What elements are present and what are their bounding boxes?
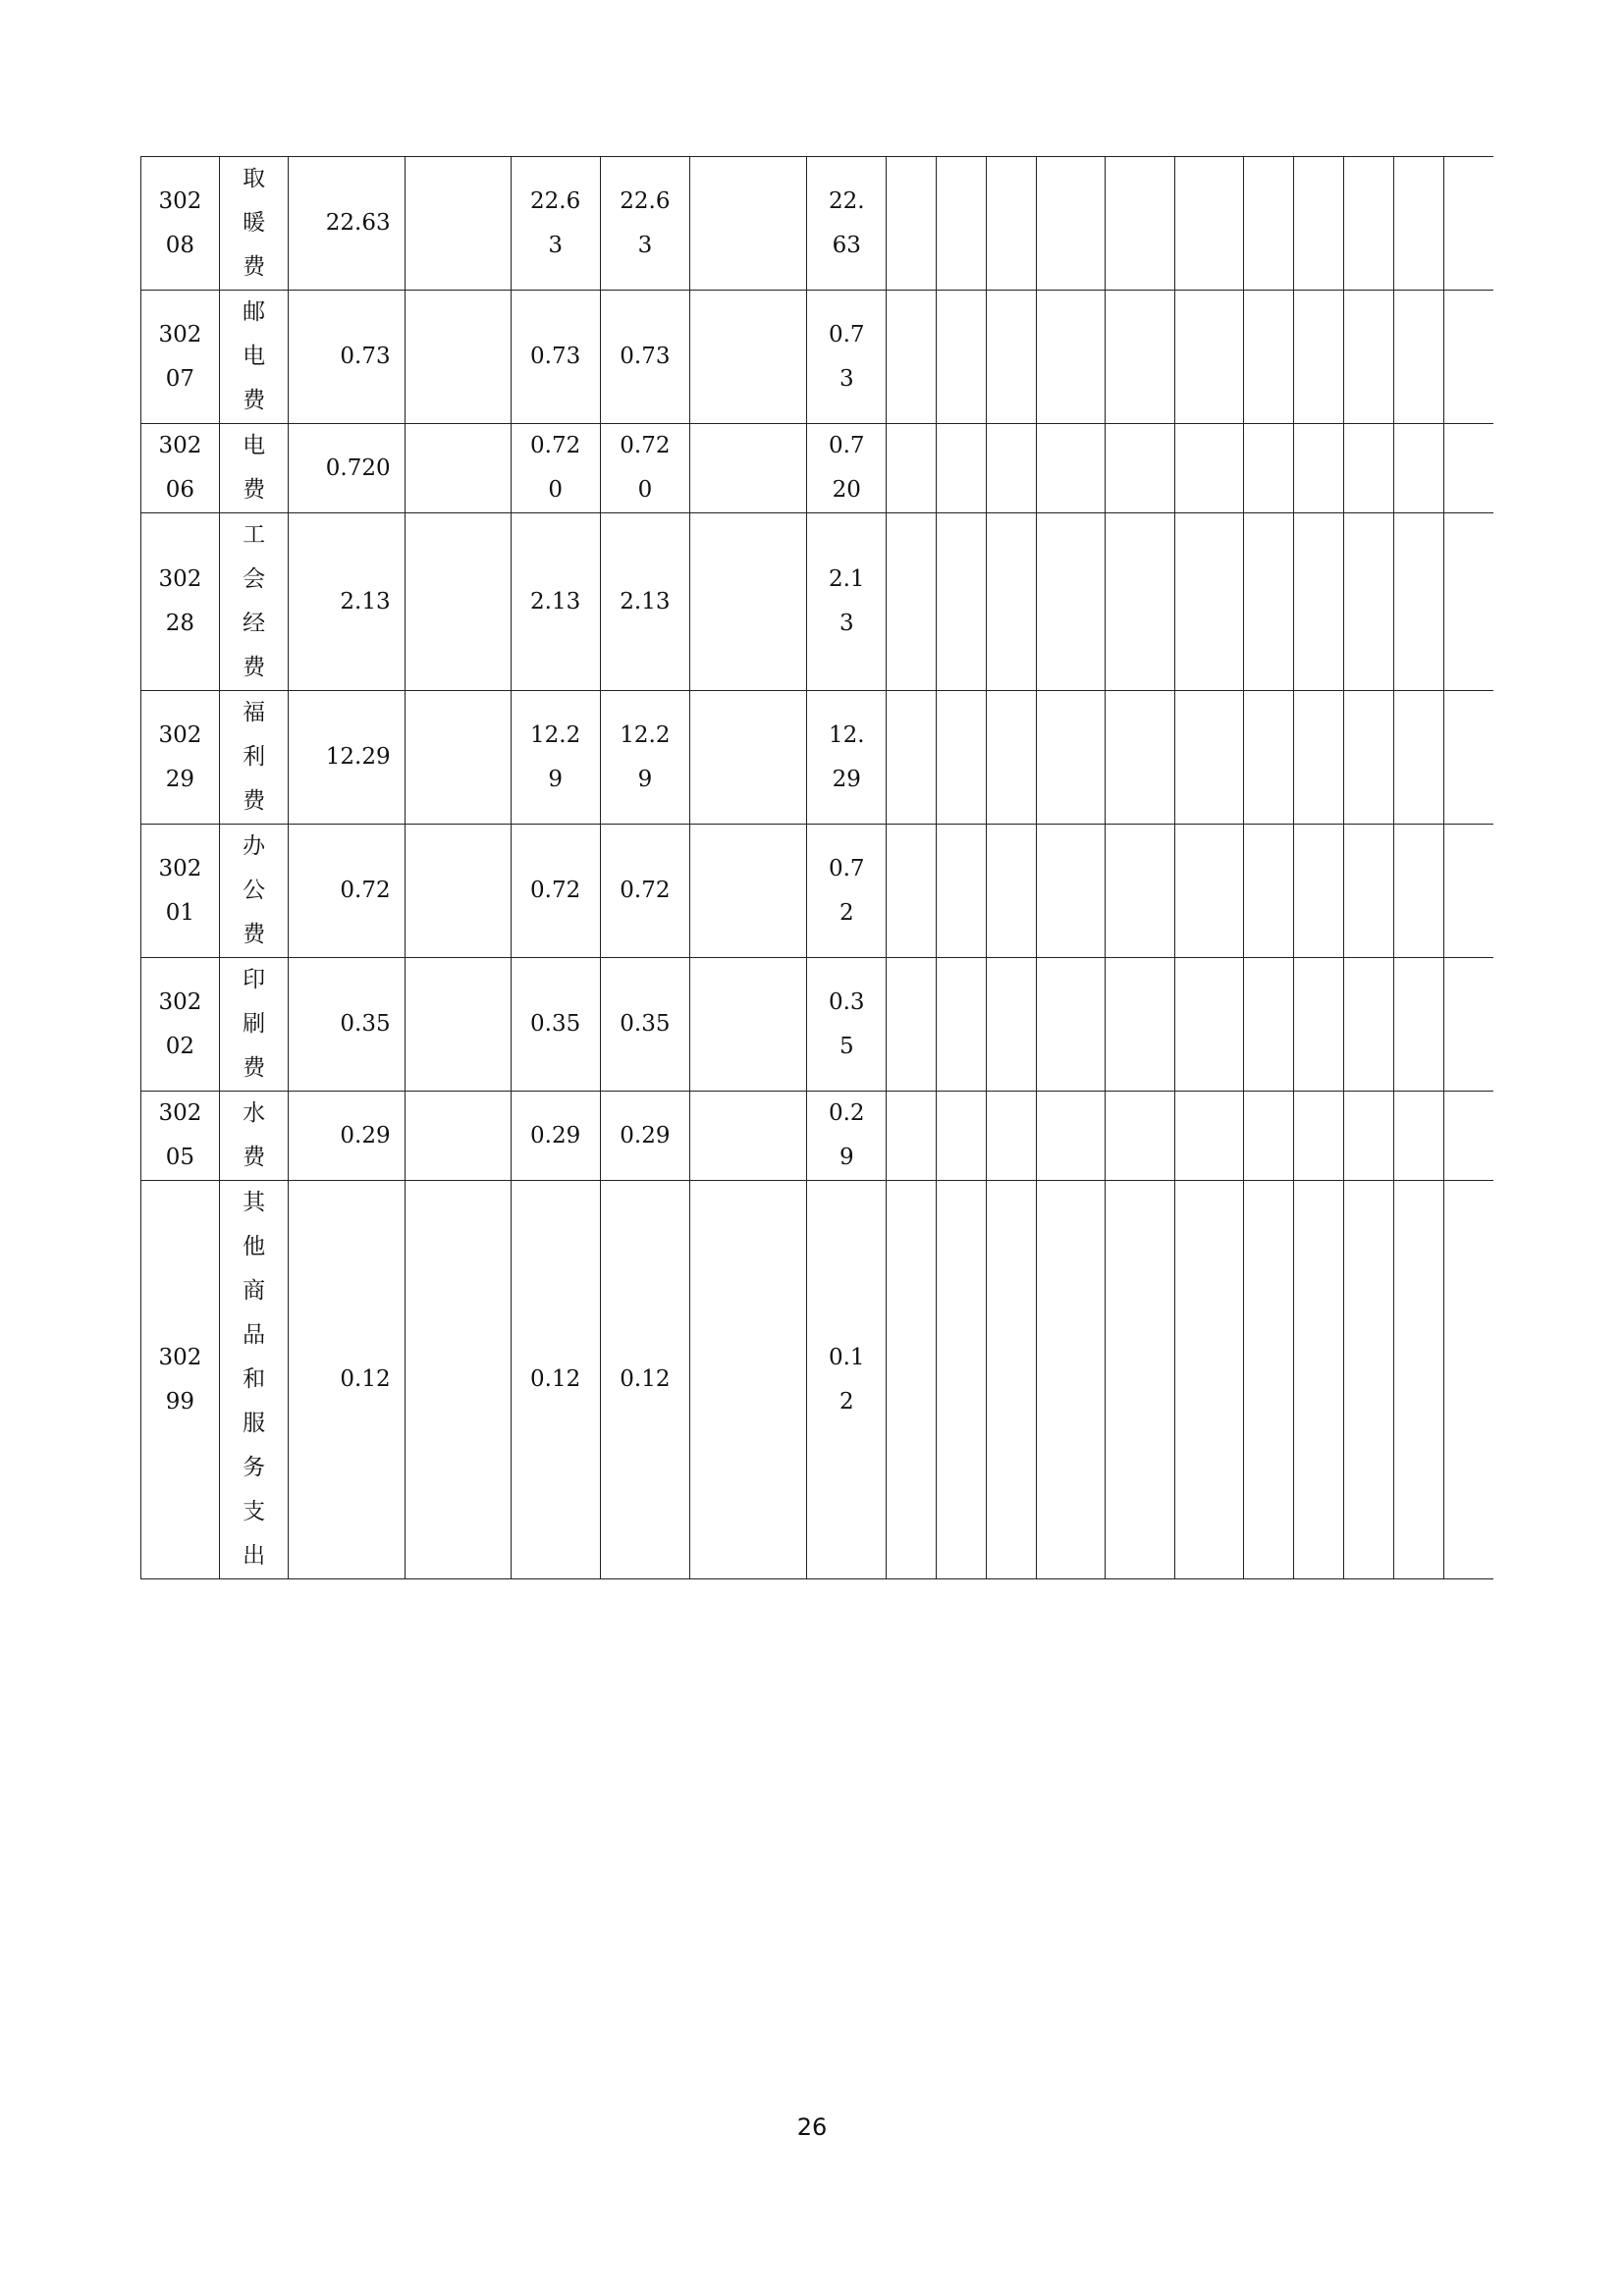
empty-cell	[1343, 513, 1393, 691]
empty-cell	[986, 157, 1036, 291]
code-cell	[141, 1092, 220, 1181]
empty-cell	[1036, 157, 1106, 291]
amount-cell	[511, 424, 600, 513]
empty-cell	[887, 825, 937, 958]
amount-cell-line: 0	[637, 477, 653, 503]
item-name-cell-line: 利	[243, 744, 266, 770]
empty-cell	[1343, 1181, 1393, 1579]
empty-cell	[690, 1181, 807, 1579]
code-cell	[141, 958, 220, 1092]
amount-cell	[600, 958, 689, 1092]
empty-cell	[1036, 291, 1106, 424]
empty-cell	[1036, 1092, 1106, 1181]
item-name-cell-line: 费	[243, 788, 266, 814]
item-name-cell	[219, 291, 289, 424]
item-name-cell-line: 办	[243, 833, 266, 859]
code-cell	[141, 825, 220, 958]
empty-cell	[1174, 825, 1244, 958]
code-cell-line: 05	[165, 1145, 195, 1170]
amount-cell	[600, 1181, 689, 1579]
code-cell	[141, 513, 220, 691]
empty-cell	[1036, 424, 1106, 513]
item-name-cell-line: 福	[243, 700, 266, 725]
empty-cell	[1393, 513, 1443, 691]
empty-cell	[887, 424, 937, 513]
empty-cell	[986, 691, 1036, 825]
empty-cell	[1393, 825, 1443, 958]
empty-cell	[1443, 157, 1493, 291]
amount-cell	[807, 291, 887, 424]
empty-cell	[1106, 157, 1175, 291]
item-name-cell	[219, 825, 289, 958]
item-name-cell	[219, 958, 289, 1092]
empty-cell	[1174, 291, 1244, 424]
amount-cell	[600, 157, 689, 291]
empty-cell	[986, 958, 1036, 1092]
amount-cell-line: 2	[839, 899, 854, 926]
amount-cell	[807, 825, 887, 958]
table-row	[141, 958, 1494, 1092]
empty-cell	[1343, 157, 1393, 291]
total-cell: 0.72	[289, 825, 405, 958]
code-cell-line: 29	[165, 766, 195, 792]
amount-cell	[807, 1181, 887, 1579]
empty-cell	[1244, 691, 1294, 825]
empty-cell	[1036, 691, 1106, 825]
code-cell-line: 302	[158, 1100, 202, 1126]
empty-cell	[1443, 424, 1493, 513]
empty-cell	[1244, 825, 1294, 958]
amount-cell-line: 0.72	[530, 878, 581, 903]
item-name-cell-line: 经	[243, 611, 266, 636]
code-cell-line: 302	[158, 433, 202, 458]
empty-cell	[1294, 513, 1344, 691]
empty-cell	[1393, 291, 1443, 424]
empty-cell	[1393, 691, 1443, 825]
empty-cell	[1106, 825, 1175, 958]
amount-cell	[807, 424, 887, 513]
empty-cell	[1393, 157, 1443, 291]
empty-cell	[1106, 513, 1175, 691]
total-cell: 12.29	[289, 691, 405, 825]
table-row	[141, 157, 1494, 291]
empty-cell	[1106, 291, 1175, 424]
empty-cell	[1036, 958, 1106, 1092]
empty-cell	[1443, 691, 1493, 825]
empty-cell	[690, 424, 807, 513]
empty-cell	[1343, 825, 1393, 958]
item-name-cell-line: 印	[243, 967, 266, 992]
amount-cell	[600, 424, 689, 513]
item-name-cell-line: 支	[243, 1499, 266, 1524]
item-name-cell-line: 邮	[243, 299, 266, 325]
empty-cell	[1393, 424, 1443, 513]
empty-cell	[1294, 691, 1344, 825]
item-name-cell-line: 电	[243, 344, 266, 369]
empty-cell	[887, 291, 937, 424]
item-name-cell-line: 费	[243, 1145, 266, 1170]
empty-cell	[405, 157, 511, 291]
empty-cell	[937, 691, 987, 825]
item-name-cell-line: 品	[243, 1322, 266, 1348]
item-name-cell-line: 公	[243, 878, 266, 903]
empty-cell	[1294, 424, 1344, 513]
table-row	[141, 291, 1494, 424]
empty-cell	[690, 291, 807, 424]
code-cell	[141, 1181, 220, 1579]
expenditure-table	[140, 156, 1493, 1579]
amount-cell-line: 22.6	[530, 187, 581, 214]
empty-cell	[405, 513, 511, 691]
amount-cell-line: 0	[548, 477, 563, 503]
total-cell: 0.73	[289, 291, 405, 424]
amount-cell-line: 3	[637, 232, 653, 258]
empty-cell	[690, 825, 807, 958]
total-cell: 22.63	[289, 157, 405, 291]
amount-cell-line: 0.72	[620, 878, 671, 903]
item-name-cell	[219, 424, 289, 513]
empty-cell	[690, 513, 807, 691]
amount-cell-line: 0.73	[620, 344, 671, 369]
item-name-cell-line: 水	[243, 1100, 266, 1126]
empty-cell	[1244, 1092, 1294, 1181]
amount-cell	[807, 513, 887, 691]
code-cell	[141, 291, 220, 424]
code-cell-line: 07	[165, 365, 195, 392]
code-cell-line: 302	[158, 321, 202, 347]
amount-cell-line: 2.13	[620, 588, 671, 614]
empty-cell	[1443, 958, 1493, 1092]
item-name-cell-line: 电	[243, 433, 266, 458]
amount-cell-line: 29	[832, 766, 861, 792]
empty-cell	[1294, 1092, 1344, 1181]
empty-cell	[937, 958, 987, 1092]
amount-cell-line: 22.6	[620, 187, 671, 214]
amount-cell-line: 0.12	[530, 1366, 581, 1392]
empty-cell	[937, 513, 987, 691]
table-row	[141, 1092, 1494, 1181]
empty-cell	[986, 825, 1036, 958]
amount-cell-line: 2.1	[828, 566, 865, 592]
empty-cell	[1244, 513, 1294, 691]
empty-cell	[405, 291, 511, 424]
amount-cell-line: 0.29	[530, 1122, 581, 1148]
amount-cell-line: 0.7	[828, 321, 865, 347]
item-name-cell-line: 工	[243, 522, 266, 548]
amount-cell	[600, 691, 689, 825]
empty-cell	[887, 1092, 937, 1181]
amount-cell-line: 0.35	[530, 1011, 581, 1037]
page-number: 26	[796, 2113, 828, 2141]
empty-cell	[1174, 513, 1244, 691]
empty-cell	[1294, 958, 1344, 1092]
empty-cell	[1174, 1181, 1244, 1579]
empty-cell	[1036, 513, 1106, 691]
empty-cell	[690, 958, 807, 1092]
empty-cell	[1106, 1181, 1175, 1579]
amount-cell	[511, 1092, 600, 1181]
total-cell: 0.35	[289, 958, 405, 1092]
item-name-cell-line: 出	[243, 1543, 266, 1569]
empty-cell	[405, 1092, 511, 1181]
item-name-cell-line: 取	[243, 166, 266, 191]
code-cell	[141, 691, 220, 825]
amount-cell	[600, 1092, 689, 1181]
amount-cell	[511, 291, 600, 424]
amount-cell-line: 0.3	[828, 988, 865, 1015]
code-cell-line: 302	[158, 988, 202, 1015]
item-name-cell-line: 会	[243, 566, 266, 592]
amount-cell-line: 22.	[828, 187, 865, 214]
empty-cell	[1174, 157, 1244, 291]
item-name-cell-line: 暖	[243, 210, 266, 236]
amount-cell-line: 12.2	[620, 721, 671, 748]
total-cell: 0.720	[289, 424, 405, 513]
empty-cell	[1244, 958, 1294, 1092]
code-cell	[141, 157, 220, 291]
code-cell-line: 06	[165, 477, 195, 503]
empty-cell	[1106, 1092, 1175, 1181]
item-name-cell-line: 和	[243, 1366, 266, 1392]
item-name-cell-line: 商	[243, 1278, 266, 1304]
table-row	[141, 825, 1494, 958]
code-cell-line: 99	[165, 1388, 195, 1415]
amount-cell-line: 0.72	[530, 433, 581, 458]
code-cell-line: 302	[158, 1344, 202, 1370]
item-name-cell-line: 费	[243, 1055, 266, 1081]
amount-cell	[600, 825, 689, 958]
empty-cell	[1244, 291, 1294, 424]
empty-cell	[1443, 513, 1493, 691]
item-name-cell	[219, 1181, 289, 1579]
empty-cell	[1294, 825, 1344, 958]
amount-cell	[600, 513, 689, 691]
empty-cell	[937, 424, 987, 513]
empty-cell	[1106, 691, 1175, 825]
empty-cell	[405, 1181, 511, 1579]
empty-cell	[405, 424, 511, 513]
empty-cell	[937, 291, 987, 424]
amount-cell	[511, 513, 600, 691]
empty-cell	[690, 1092, 807, 1181]
item-name-cell-line: 费	[243, 254, 266, 280]
item-name-cell-line: 费	[243, 477, 266, 503]
empty-cell	[986, 424, 1036, 513]
item-name-cell-line: 服	[243, 1411, 266, 1436]
empty-cell	[1294, 157, 1344, 291]
code-cell-line: 28	[165, 611, 195, 636]
empty-cell	[887, 157, 937, 291]
amount-cell-line: 0.29	[620, 1122, 671, 1148]
item-name-cell-line: 刷	[243, 1011, 266, 1037]
amount-cell	[511, 825, 600, 958]
code-cell-line: 302	[158, 721, 202, 748]
amount-cell-line: 3	[548, 232, 563, 258]
table-row	[141, 424, 1494, 513]
empty-cell	[1036, 825, 1106, 958]
empty-cell	[405, 958, 511, 1092]
amount-cell	[600, 291, 689, 424]
empty-cell	[887, 691, 937, 825]
item-name-cell	[219, 691, 289, 825]
code-cell-line: 02	[165, 1033, 195, 1059]
empty-cell	[1294, 291, 1344, 424]
amount-cell-line: 0.1	[828, 1344, 865, 1370]
amount-cell	[807, 958, 887, 1092]
empty-cell	[986, 513, 1036, 691]
empty-cell	[1174, 691, 1244, 825]
table-row	[141, 1181, 1494, 1579]
empty-cell	[405, 691, 511, 825]
empty-cell	[1343, 291, 1393, 424]
amount-cell-line: 12.	[828, 721, 865, 748]
code-cell-line: 302	[158, 855, 202, 881]
empty-cell	[690, 691, 807, 825]
total-cell: 2.13	[289, 513, 405, 691]
item-name-cell	[219, 1092, 289, 1181]
item-name-cell-line: 费	[243, 388, 266, 413]
amount-cell	[511, 1181, 600, 1579]
empty-cell	[1174, 424, 1244, 513]
amount-cell-line: 0.7	[828, 433, 865, 458]
empty-cell	[1244, 424, 1294, 513]
item-name-cell-line: 费	[243, 922, 266, 947]
code-cell-line: 302	[158, 566, 202, 592]
amount-cell-line: 20	[832, 477, 861, 503]
table-row	[141, 691, 1494, 825]
amount-cell	[511, 958, 600, 1092]
empty-cell	[1244, 1181, 1294, 1579]
empty-cell	[690, 157, 807, 291]
amount-cell	[511, 157, 600, 291]
empty-cell	[986, 1092, 1036, 1181]
empty-cell	[1244, 157, 1294, 291]
empty-cell	[887, 513, 937, 691]
empty-cell	[1443, 1092, 1493, 1181]
empty-cell	[1393, 1181, 1443, 1579]
item-name-cell-line: 其	[243, 1190, 266, 1215]
amount-cell-line: 0.12	[620, 1366, 671, 1392]
item-name-cell	[219, 157, 289, 291]
empty-cell	[937, 825, 987, 958]
item-name-cell-line: 他	[243, 1234, 266, 1259]
empty-cell	[1294, 1181, 1344, 1579]
item-name-cell	[219, 513, 289, 691]
empty-cell	[937, 1092, 987, 1181]
empty-cell	[986, 291, 1036, 424]
amount-cell	[511, 691, 600, 825]
amount-cell-line: 12.2	[530, 721, 581, 748]
empty-cell	[887, 1181, 937, 1579]
empty-cell	[1443, 1181, 1493, 1579]
amount-cell-line: 0.72	[620, 433, 671, 458]
empty-cell	[1393, 958, 1443, 1092]
amount-cell-line: 5	[839, 1033, 854, 1059]
amount-cell-line: 3	[839, 611, 854, 636]
empty-cell	[405, 825, 511, 958]
item-name-cell-line: 费	[243, 655, 266, 680]
total-cell: 0.12	[289, 1181, 405, 1579]
code-cell-line: 08	[165, 232, 195, 258]
amount-cell-line: 63	[832, 232, 861, 258]
amount-cell	[807, 691, 887, 825]
empty-cell	[1174, 958, 1244, 1092]
amount-cell-line: 0.2	[828, 1100, 865, 1126]
table-row	[141, 513, 1494, 691]
empty-cell	[1106, 958, 1175, 1092]
code-cell-line: 01	[165, 899, 195, 926]
item-name-cell-line: 务	[243, 1455, 266, 1480]
amount-cell	[807, 157, 887, 291]
empty-cell	[1343, 958, 1393, 1092]
amount-cell	[807, 1092, 887, 1181]
empty-cell	[1106, 424, 1175, 513]
empty-cell	[1036, 1181, 1106, 1579]
empty-cell	[1393, 1092, 1443, 1181]
empty-cell	[1343, 424, 1393, 513]
amount-cell-line: 9	[839, 1145, 854, 1170]
amount-cell-line: 2	[839, 1388, 854, 1415]
empty-cell	[986, 1181, 1036, 1579]
total-cell: 0.29	[289, 1092, 405, 1181]
empty-cell	[1343, 691, 1393, 825]
code-cell	[141, 424, 220, 513]
empty-cell	[1443, 825, 1493, 958]
empty-cell	[937, 1181, 987, 1579]
amount-cell-line: 0.35	[620, 1011, 671, 1037]
amount-cell-line: 2.13	[530, 588, 581, 614]
empty-cell	[937, 157, 987, 291]
empty-cell	[1343, 1092, 1393, 1181]
empty-cell	[887, 958, 937, 1092]
amount-cell-line: 9	[548, 766, 563, 792]
empty-cell	[1443, 291, 1493, 424]
amount-cell-line: 3	[839, 365, 854, 392]
amount-cell-line: 0.73	[530, 344, 581, 369]
empty-cell	[1174, 1092, 1244, 1181]
amount-cell-line: 9	[637, 766, 653, 792]
code-cell-line: 302	[158, 187, 202, 214]
amount-cell-line: 0.7	[828, 855, 865, 881]
